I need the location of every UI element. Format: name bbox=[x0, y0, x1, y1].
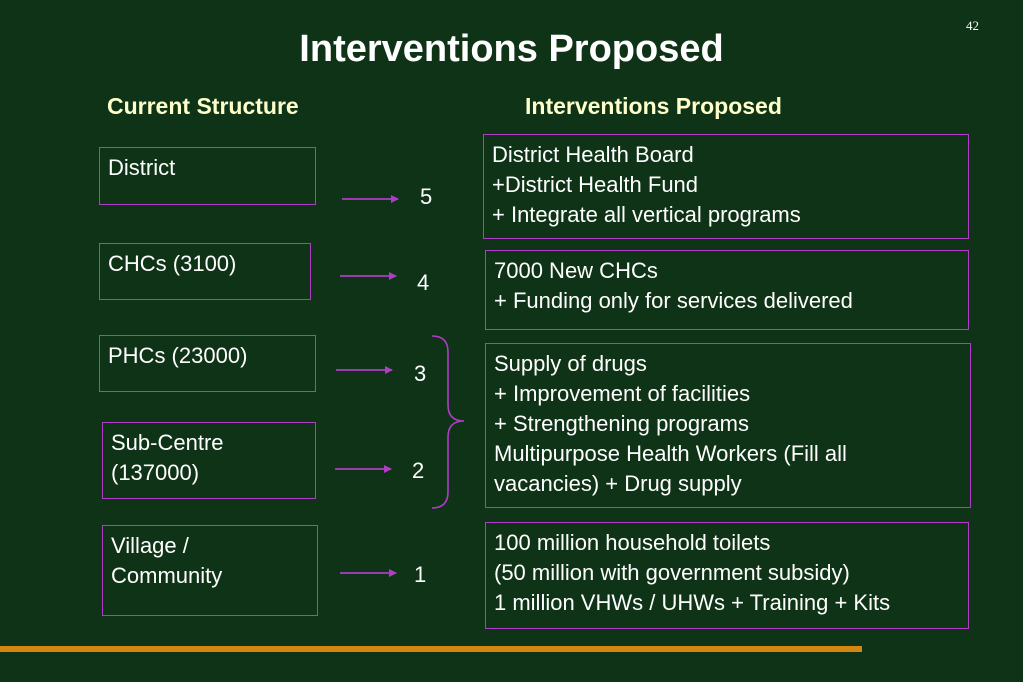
right-brace bbox=[432, 336, 464, 508]
level-number-2: 2 bbox=[412, 458, 425, 483]
intervention-line: + Strengthening programs bbox=[494, 411, 749, 436]
intervention-line: Multipurpose Health Workers (Fill all bbox=[494, 441, 847, 466]
page-number: 42 bbox=[966, 18, 979, 33]
structure-line: PHCs (23000) bbox=[108, 343, 248, 368]
left-heading: Current Structure bbox=[107, 93, 299, 119]
intervention-line: 100 million household toilets bbox=[494, 530, 771, 555]
intervention-line: Supply of drugs bbox=[494, 351, 647, 376]
intervention-line: + Integrate all vertical programs bbox=[492, 202, 801, 227]
intervention-line: + Improvement of facilities bbox=[494, 381, 751, 406]
footer-bar bbox=[0, 646, 862, 652]
intervention-line: +District Health Fund bbox=[492, 172, 699, 197]
structure-line: CHCs (3100) bbox=[108, 251, 237, 276]
level-number-1: 1 bbox=[414, 562, 427, 587]
structure-line: District bbox=[108, 155, 176, 180]
intervention-line: (50 million with government subsidy) bbox=[494, 560, 850, 585]
level-number-5: 5 bbox=[420, 184, 433, 209]
intervention-line: 1 million VHWs / UHWs + Training + Kits bbox=[494, 590, 891, 615]
slide-title: Interventions Proposed bbox=[299, 28, 724, 70]
right-heading: Interventions Proposed bbox=[525, 93, 782, 119]
intervention-line: + Funding only for services delivered bbox=[494, 288, 853, 313]
intervention-line: District Health Board bbox=[492, 142, 694, 167]
intervention-line: 7000 New CHCs bbox=[494, 258, 658, 283]
intervention-line: vacancies) + Drug supply bbox=[494, 471, 742, 496]
level-number-3: 3 bbox=[414, 361, 427, 386]
level-number-4: 4 bbox=[417, 270, 430, 295]
structure-line: (137000) bbox=[111, 460, 200, 485]
structure-line: Sub-Centre bbox=[111, 430, 224, 455]
structure-line: Village / bbox=[111, 533, 189, 558]
structure-line: Community bbox=[111, 563, 223, 588]
